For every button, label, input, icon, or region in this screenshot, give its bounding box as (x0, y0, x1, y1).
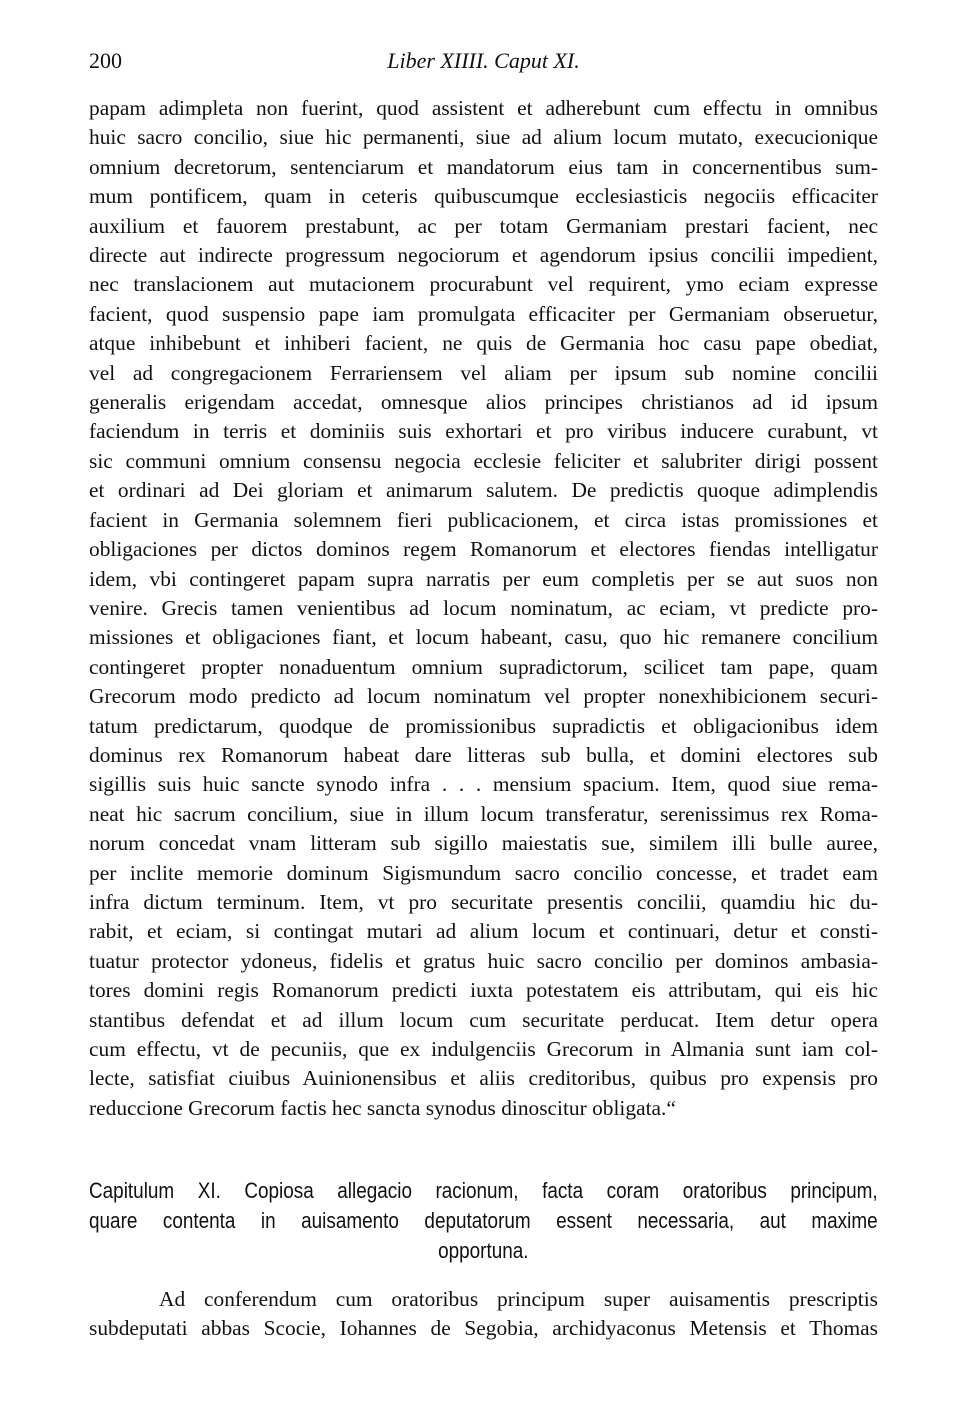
body-line: missiones et obligaciones fiant, et locum habeant, casu, quo hic remanere concilium (89, 625, 878, 650)
body-line: huic sacro concilio, siue hic permanenti, siue ad alium locum mutato, execucionique (89, 125, 878, 150)
body-paragraph (89, 94, 878, 1123)
chapter-heading-line: Capitulum XI. Copiosa allegacio racionum, facta coram oratoribus principum, (89, 1178, 878, 1203)
body-line: vel ad congregacionem Ferrariensem vel aliam per ipsum sub nomine concilii (89, 360, 878, 385)
body-line: neat hic sacrum concilium, siue in illum locum transferatur, serenissimus rex Roma- (89, 801, 878, 826)
running-title: Liber XIIII. Caput XI. (387, 48, 580, 73)
chapter-heading (89, 1176, 878, 1266)
body-line: obligaciones per dictos dominos regem Romanorum et electores fiendas intelligatur (89, 537, 878, 562)
body-line: tuatur protector ydoneus, fidelis et gratus huic sacro concilio per dominos ambasia- (89, 948, 878, 973)
chapter-heading-line: quare contenta in auisamento deputatorum essent necessaria, aut maxime (89, 1208, 878, 1233)
body-line: mum pontificem, quam in ceteris quibuscumque ecclesiasticis negociis efficaciter (89, 184, 878, 209)
body-line: sigillis suis huic sancte synodo infra . . . mensium spacium. Item, quod siue rema- (89, 772, 878, 797)
body-line: papam adimpleta non fuerint, quod assistent et adherebunt cum effectu in omnibus (89, 96, 878, 120)
paragraph-line: subdeputati abbas Scocie, Iohannes de Segobia, archidyaconus Metensis et Thomas (89, 1316, 878, 1341)
body-line: per inclite memorie dominum Sigismundum sacro concilio concesse, et tradet eam (89, 860, 878, 885)
body-line: Grecorum modo predicto ad locum nominatum vel propter nonexhibicionem securi- (89, 684, 878, 709)
body-line: facient in Germania solemnem fieri publicacionem, et circa istas promissiones et (89, 507, 878, 532)
page-number: 200 (89, 48, 122, 73)
body-line: norum concedat vnam litteram sub sigillo maiestatis sue, similem illi bulle auree, (89, 831, 878, 856)
body-line: atque inhibebunt et inhiberi facient, ne quis de Germania hoc casu pape obediat, (89, 331, 878, 356)
body-line: contingeret propter nonaduentum omnium supradictorum, scilicet tam pape, quam (89, 654, 878, 679)
body-line: stantibus defendat et ad illum locum cum securitate perducat. Item detur opera (89, 1007, 878, 1032)
body-line: lecte, satisfiat ciuibus Auinionensibus et aliis creditoribus, quibus pro expensis pro (89, 1066, 878, 1091)
body-line: nec translacionem aut mutacionem procurabunt vel requirent, ymo eciam expresse (89, 272, 878, 297)
body-line: idem, vbi contingeret papam supra narratis per eum completis per se aut suos non (89, 566, 878, 591)
body-line: omnium decretorum, sentenciarum et mandatorum eius tam in concernentibus sum- (89, 154, 878, 179)
body-line: auxilium et fauorem prestabunt, ac per totam Germaniam prestari facient, nec (89, 213, 878, 238)
body-line: tatum predictarum, quodque de promissionibus supradictis et obligacionibus idem (89, 713, 878, 738)
chapter-heading-line: opportuna. (438, 1238, 529, 1263)
paragraph-line: Ad conferendum cum oratoribus principum super auisamentis prescriptis (159, 1287, 878, 1311)
body-line: infra dictum terminum. Item, vt pro securitate presentis concilii, quamdiu hic du- (89, 889, 878, 914)
body-line: rabit, et eciam, si contingat mutari ad alium locum et continuari, detur et consti- (89, 919, 878, 944)
body-line: sic communi omnium consensu negocia ecclesie feliciter et salubriter dirigi possent (89, 448, 878, 473)
body-line: reduccione Grecorum factis hec sancta synodus dinoscitur obligata.“ (89, 1095, 676, 1120)
body-line: facient, quod suspensio pape iam promulgata efficaciter per Germaniam obseruetur, (89, 301, 878, 326)
body-line: tores domini regis Romanorum predicti iuxta potestatem eis attributam, qui eis hic (89, 978, 878, 1003)
body-line: venire. Grecis tamen venientibus ad locum nominatum, ac eciam, vt predicte pro- (89, 595, 878, 620)
body-line: et ordinari ad Dei gloriam et animarum salutem. De predictis quoque adimplendis (89, 478, 878, 503)
next-paragraph (89, 1285, 878, 1344)
body-line: directe aut indirecte progressum negociorum et agendorum ipsius concilii impedient, (89, 243, 878, 268)
body-line: cum effectu, vt de pecuniis, que ex indulgenciis Grecorum in Almania sunt iam col- (89, 1037, 878, 1061)
body-line: faciendum in terris et dominiis suis exhortari et pro viribus inducere curabunt, vt (89, 419, 878, 444)
running-head (89, 44, 878, 78)
body-line: dominus rex Romanorum habeat dare litteras sub bulla, et domini electores sub (89, 742, 878, 767)
body-line: generalis erigendam accedat, omnesque alios principes christianos ad id ipsum (89, 390, 878, 415)
